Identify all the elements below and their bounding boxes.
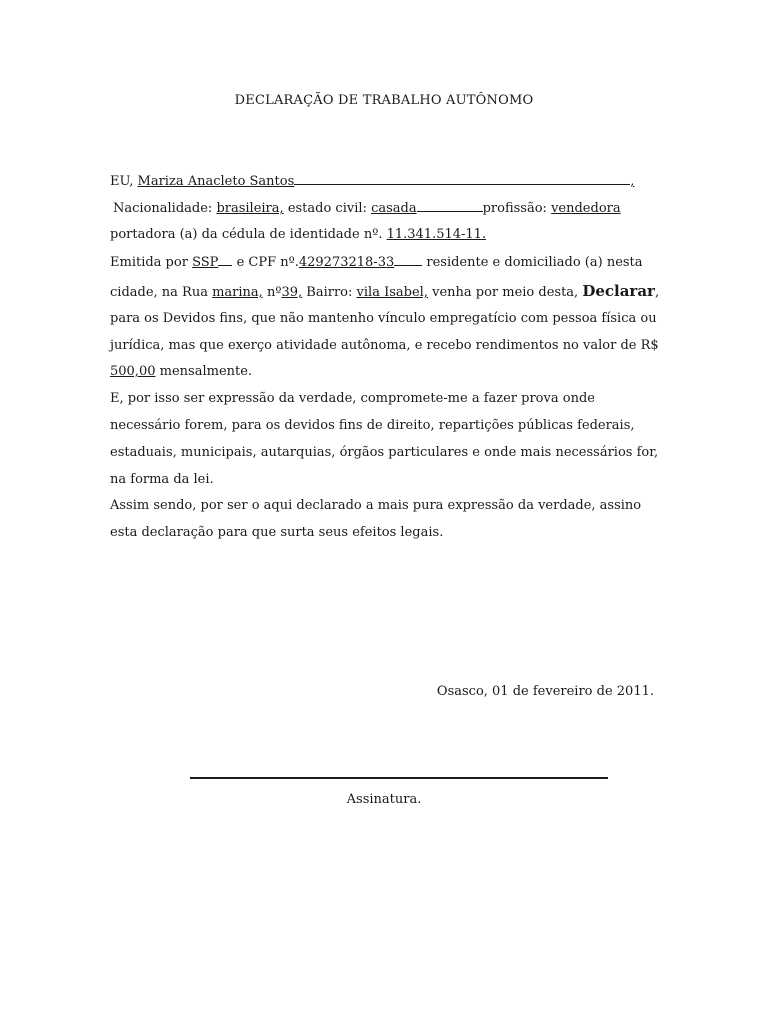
id-number: 11.341.514-11.	[386, 227, 487, 242]
place-date: Osasco, 01 de fevereiro de 2011.	[436, 684, 654, 699]
bairro-value: vila Isabel,	[356, 285, 428, 300]
address-end: ,	[654, 285, 660, 300]
paragraph-line: necessário forem, para os devidos fins de direito, repartições públicas federais,	[110, 418, 635, 433]
civil-blank	[417, 199, 483, 212]
paragraph-line: esta declaração para que surta seus efeitos legais.	[110, 525, 444, 540]
cpf-label: e CPF nº.	[236, 255, 299, 270]
address-text-4: venha por meio desta,	[432, 285, 579, 300]
income-line	[110, 363, 252, 381]
declarar-word: Declarar	[582, 282, 655, 300]
number-value: 39,	[281, 285, 303, 300]
signature-line	[190, 777, 608, 779]
issuer-blank	[218, 253, 232, 266]
id-text: portadora (a) da cédula de identidade nº.	[110, 227, 383, 242]
income-value: 500,00	[110, 364, 156, 379]
income-text: mensalmente.	[159, 364, 253, 379]
nationality-value: brasileira,	[216, 201, 284, 216]
declarant-name: Mariza Anacleto Santos	[137, 174, 295, 189]
issued-line	[110, 253, 643, 271]
nationality-label: Nacionalidade:	[113, 201, 213, 216]
profession-label: profissão:	[482, 201, 547, 216]
paragraph-line: Assim sendo, por ser o aqui declarado a mais pura expressão da verdade, assino	[110, 498, 642, 513]
eu-label: EU,	[110, 174, 134, 189]
paragraph-line: E, por isso ser expressão da verdade, compromete-me a fazer prova onde	[110, 391, 595, 406]
street-value: marina,	[212, 285, 263, 300]
address-text-1: cidade, na Rua	[110, 285, 208, 300]
nationality-line	[113, 199, 621, 217]
paragraph-line: jurídica, mas que exerço atividade autônoma, e recebo rendimentos no valor de R$	[110, 338, 659, 353]
profession-value: vendedora	[551, 201, 621, 216]
residence-text: residente e domiciliado (a) nesta	[426, 255, 643, 270]
paragraph-line: estaduais, municipais, autarquias, órgãos particulares e onde mais necessários for,	[110, 445, 659, 460]
address-text-2: nº	[266, 285, 282, 300]
address-text-3: Bairro:	[306, 285, 353, 300]
issuer-value: SSP	[192, 255, 219, 270]
civil-status-label: estado civil:	[287, 201, 367, 216]
issued-label: Emitida por	[110, 255, 188, 270]
cpf-blank	[394, 253, 422, 266]
paragraph-line: na forma da lei.	[110, 472, 214, 487]
civil-status-value: casada	[371, 201, 417, 216]
id-line	[110, 226, 486, 244]
document-title: DECLARAÇÃO DE TRABALHO AUTÔNOMO	[234, 93, 534, 108]
signature-label: Assinatura.	[346, 792, 422, 807]
paragraph-line: para os Devidos fins, que não mantenho vínculo empregatício com pessoa física ou	[110, 311, 657, 326]
cpf-number: 429273218-33	[298, 255, 395, 270]
name-comma: ,	[630, 174, 635, 189]
name-blank	[294, 172, 630, 185]
address-line	[110, 282, 659, 300]
name-line	[110, 172, 634, 190]
